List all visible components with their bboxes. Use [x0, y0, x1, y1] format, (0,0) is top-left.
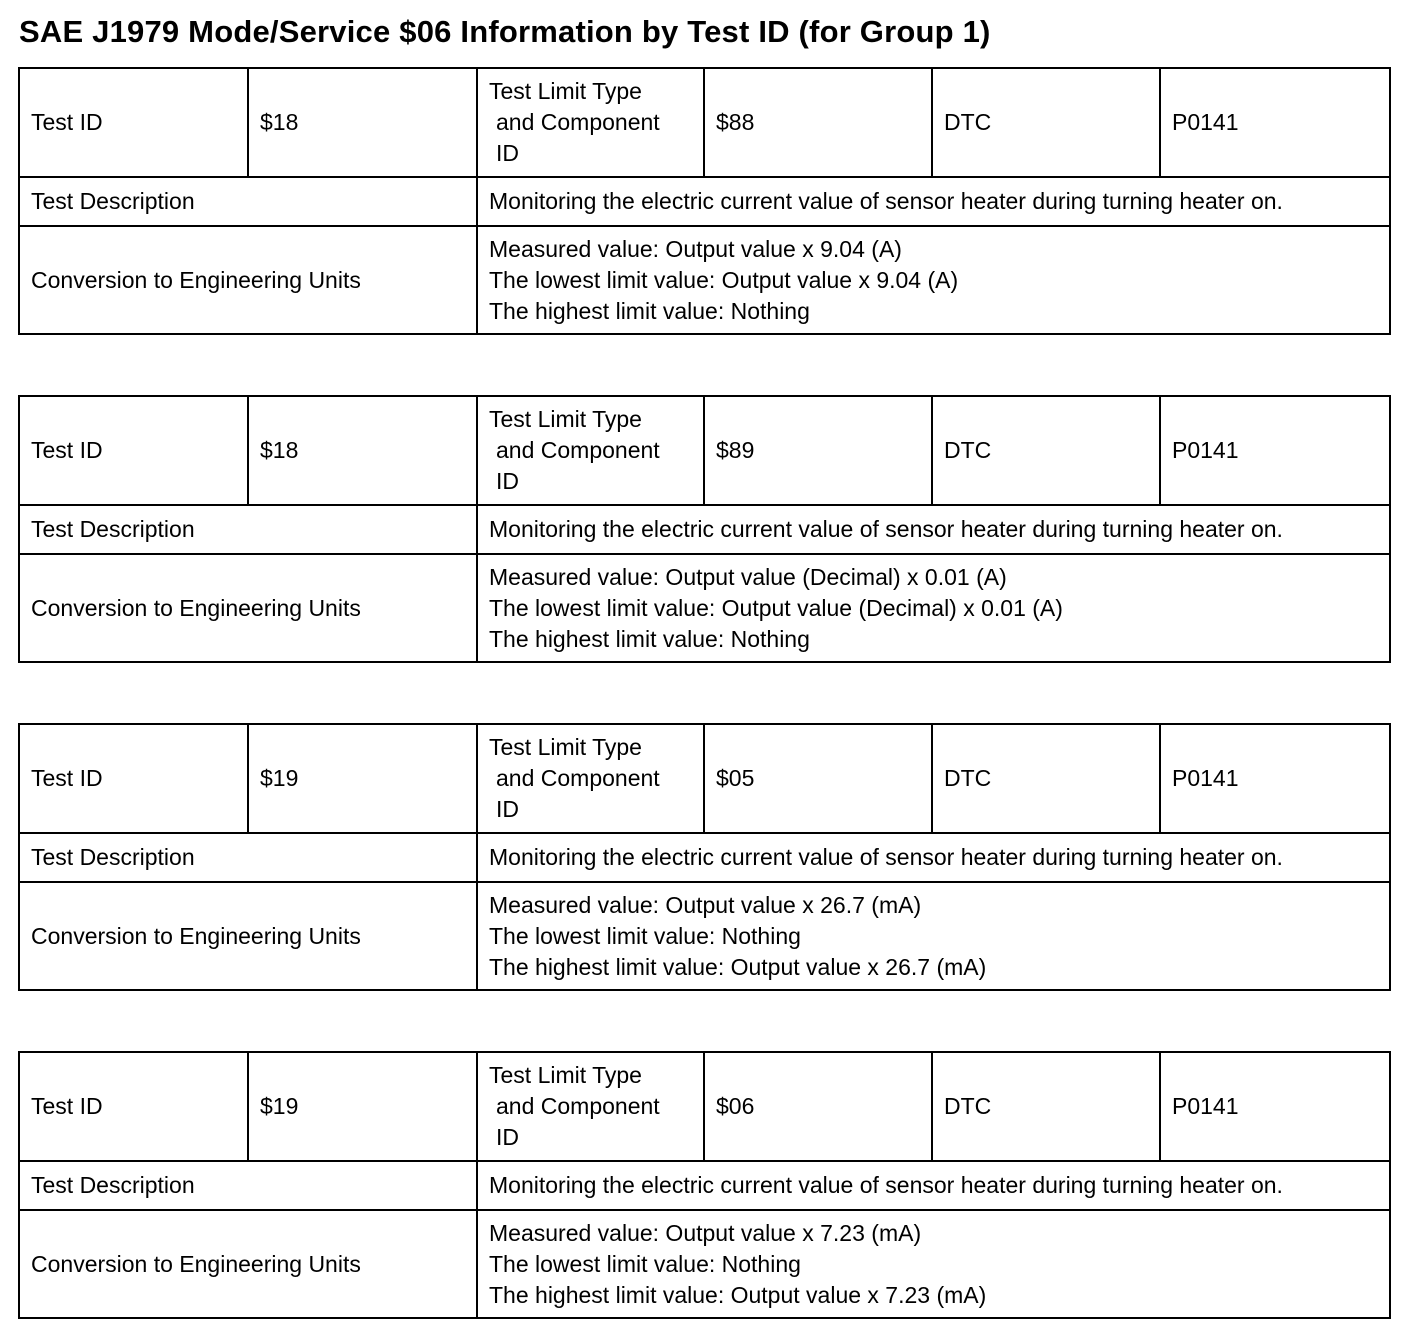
test-info-table	[18, 1051, 1391, 1319]
dtc-label: DTC	[932, 68, 1160, 177]
conversion-line: Measured value: Output value (Decimal) x 0.01 (A)	[489, 563, 1007, 590]
limit-type-label-line: and Component	[496, 437, 660, 463]
test-description-label: Test Description	[19, 833, 477, 882]
conversion-line: Measured value: Output value x 26.7 (mA)	[489, 891, 922, 918]
test-description-value: Monitoring the electric current value of sensor heater during turning heater on.	[477, 505, 1390, 554]
test-description-value: Monitoring the electric current value of sensor heater during turning heater on.	[477, 1161, 1390, 1210]
limit-type-label-line: Test Limit Type	[489, 1062, 642, 1088]
test-id-label: Test ID	[19, 724, 248, 833]
conversion-line: The lowest limit value: Nothing	[489, 1250, 801, 1277]
test-id-value: $18	[248, 396, 477, 505]
test-description-value: Monitoring the electric current value of sensor heater during turning heater on.	[477, 177, 1390, 226]
table-row	[19, 68, 1390, 177]
test-id-label: Test ID	[19, 396, 248, 505]
test-id-value: $18	[248, 68, 477, 177]
limit-type-label-line: and Component	[496, 109, 660, 135]
table-row	[19, 226, 1390, 334]
limit-type-label-line: ID	[496, 796, 519, 822]
limit-type-label	[477, 724, 704, 833]
table-row	[19, 1052, 1390, 1161]
limit-type-label-line: Test Limit Type	[489, 78, 642, 104]
test-description-value: Monitoring the electric current value of sensor heater during turning heater on.	[477, 833, 1390, 882]
limit-type-label-line: and Component	[496, 765, 660, 791]
limit-type-label	[477, 68, 704, 177]
table-row	[19, 396, 1390, 505]
table-row	[19, 177, 1390, 226]
dtc-label: DTC	[932, 396, 1160, 505]
conversion-label: Conversion to Engineering Units	[19, 882, 477, 990]
conversion-line: The highest limit value: Nothing	[489, 297, 810, 324]
table-row	[19, 1210, 1390, 1318]
conversion-line: The lowest limit value: Output value (Decimal) x 0.01 (A)	[489, 594, 1063, 621]
test-description-label: Test Description	[19, 505, 477, 554]
conversion-value	[477, 882, 1390, 990]
dtc-label: DTC	[932, 724, 1160, 833]
conversion-label: Conversion to Engineering Units	[19, 554, 477, 662]
table-row	[19, 1161, 1390, 1210]
conversion-line: Measured value: Output value x 7.23 (mA)	[489, 1219, 922, 1246]
limit-type-label-line: ID	[496, 140, 519, 166]
table-row	[19, 724, 1390, 833]
table-row	[19, 505, 1390, 554]
dtc-value: P0141	[1160, 1052, 1390, 1161]
test-id-label: Test ID	[19, 68, 248, 177]
test-id-label: Test ID	[19, 1052, 248, 1161]
limit-type-label	[477, 396, 704, 505]
dtc-value: P0141	[1160, 724, 1390, 833]
limit-type-value: $89	[704, 396, 932, 505]
limit-type-label-line: Test Limit Type	[489, 406, 642, 432]
limit-type-label-line: ID	[496, 1124, 519, 1150]
dtc-value: P0141	[1160, 68, 1390, 177]
conversion-value	[477, 226, 1390, 334]
conversion-line: The lowest limit value: Nothing	[489, 922, 801, 949]
conversion-line: The highest limit value: Output value x 7.23 (mA)	[489, 1281, 987, 1308]
limit-type-label-line: and Component	[496, 1093, 660, 1119]
limit-type-label-line: Test Limit Type	[489, 734, 642, 760]
test-info-table	[18, 723, 1391, 991]
conversion-line: Measured value: Output value x 9.04 (A)	[489, 235, 902, 262]
page-title: SAE J1979 Mode/Service $06 Information by Test ID (for Group 1)	[19, 14, 991, 49]
conversion-line: The highest limit value: Nothing	[489, 625, 810, 652]
limit-type-label	[477, 1052, 704, 1161]
conversion-label: Conversion to Engineering Units	[19, 1210, 477, 1318]
limit-type-value: $88	[704, 68, 932, 177]
conversion-value	[477, 1210, 1390, 1318]
test-description-label: Test Description	[19, 1161, 477, 1210]
conversion-value	[477, 554, 1390, 662]
dtc-value: P0141	[1160, 396, 1390, 505]
test-id-value: $19	[248, 724, 477, 833]
test-info-table	[18, 67, 1391, 335]
dtc-label: DTC	[932, 1052, 1160, 1161]
conversion-line: The highest limit value: Output value x 26.7 (mA)	[489, 953, 987, 980]
test-id-value: $19	[248, 1052, 477, 1161]
test-description-label: Test Description	[19, 177, 477, 226]
test-info-table	[18, 395, 1391, 663]
table-row	[19, 833, 1390, 882]
conversion-label: Conversion to Engineering Units	[19, 226, 477, 334]
limit-type-value: $06	[704, 1052, 932, 1161]
limit-type-label-line: ID	[496, 468, 519, 494]
limit-type-value: $05	[704, 724, 932, 833]
conversion-line: The lowest limit value: Output value x 9.04 (A)	[489, 266, 959, 293]
table-row	[19, 554, 1390, 662]
table-row	[19, 882, 1390, 990]
